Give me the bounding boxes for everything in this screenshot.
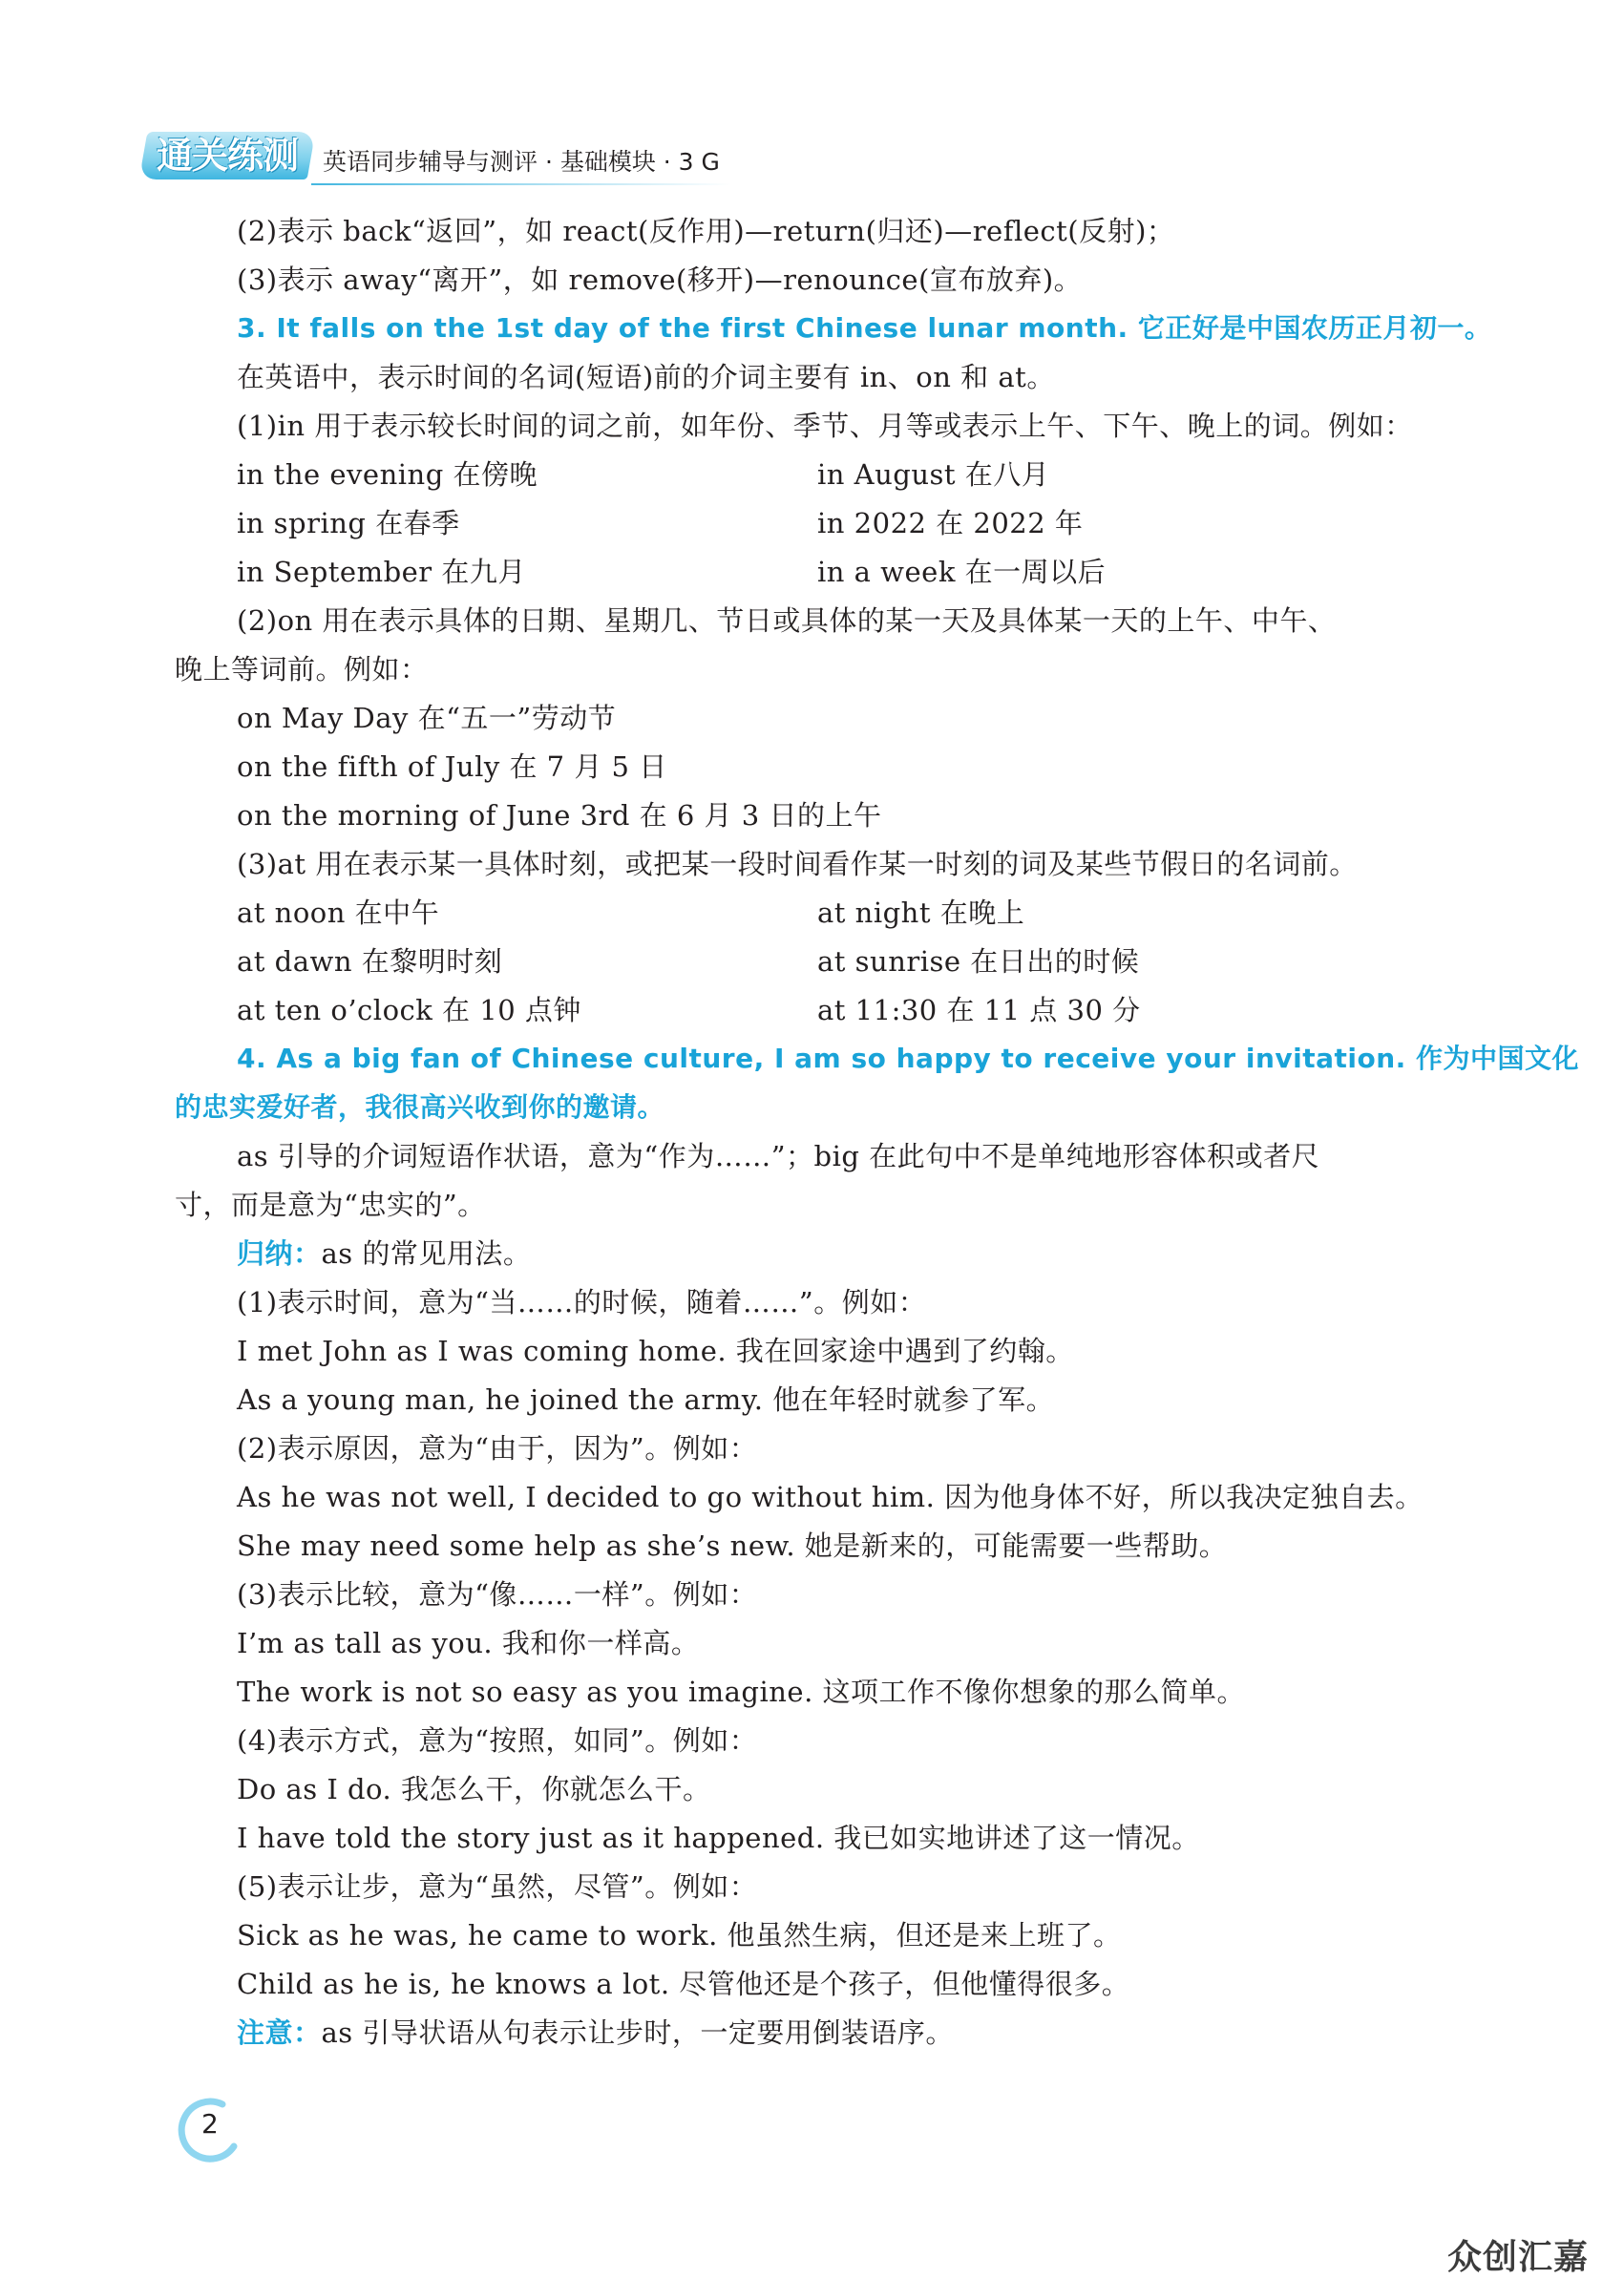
example-right: at sunrise 在日出的时候	[817, 945, 1140, 978]
text-line: (5)表示让步，意为“虽然，尽管”。例如：	[237, 1870, 758, 1903]
example-left: at dawn 在黎明时刻	[237, 945, 503, 978]
note-label: 注意：	[237, 2016, 322, 2049]
example-row	[237, 502, 1084, 541]
logo-text: 通关练测	[156, 135, 298, 177]
example-line: As a young man, he joined the army. 他在年轻时就参了军。	[237, 1383, 1055, 1416]
text-line: as 引导的介词短语作状语，意为“作为……”；big 在此句中不是单纯地形容体积或者尺	[237, 1140, 1320, 1172]
note-line	[237, 2012, 954, 2051]
key-sentence-4-cont: 的忠实爱好者，我很高兴收到你的邀请。	[175, 1091, 665, 1123]
summary-label: 归纳：	[237, 1237, 322, 1270]
example-left: in the evening 在傍晚	[237, 458, 538, 491]
page-number: 2	[201, 2108, 219, 2140]
text-line: (3)表示比较，意为“像……一样”。例如：	[237, 1578, 758, 1611]
watermark: 众创汇嘉	[1447, 2238, 1590, 2277]
example-right: at night 在晚上	[817, 897, 1025, 929]
example-line: She may need some help as she’s new. 她是新来的，可能需要一些帮助。	[237, 1530, 1228, 1562]
key-sentence-3: 3. It falls on the 1st day of the first Chinese lunar month. 它正好是中国农历正月初一。	[237, 312, 1492, 344]
text-line: 寸，而是意为“忠实的”。	[175, 1189, 486, 1221]
example-right: at 11:30 在 11 点 30 分	[817, 994, 1141, 1026]
text-line: 在英语中，表示时间的名词(短语)前的介词主要有 in、on 和 at。	[237, 361, 1055, 393]
text-line: (2)表示原因，意为“由于，因为”。例如：	[237, 1432, 758, 1465]
example-row	[237, 454, 1050, 493]
summary-text: as 的常见用法。	[321, 1237, 532, 1270]
text-line: (2)on 用在表示具体的日期、星期几、节日或具体的某一天及具体某一天的上午、中午、	[237, 604, 1337, 637]
example-line: I have told the story just as it happened. 我已如实地讲述了这一情况。	[237, 1822, 1200, 1854]
header-divider	[311, 183, 731, 185]
example-left: in September 在九月	[237, 556, 526, 588]
example-left: at ten o’clock 在 10 点钟	[237, 994, 581, 1026]
example-row	[237, 551, 1107, 590]
text-line: (1)in 用于表示较长时间的词之前，如年份、季节、月等或表示上午、下午、晚上的词。例如：	[237, 410, 1413, 442]
example-line: I met John as I was coming home. 我在回家途中遇到了约翰。	[237, 1335, 1074, 1367]
page-number-badge	[177, 2097, 243, 2163]
text-line: 晚上等词前。例如：	[175, 653, 429, 686]
note-text: as 引导状语从句表示让步时，一定要用倒装语序。	[321, 2016, 954, 2049]
example-left: at noon 在中午	[237, 897, 440, 929]
example-right: in a week 在一周以后	[817, 556, 1107, 588]
example-line: Sick as he was, he came to work. 他虽然生病，但还是来上班了。	[237, 1919, 1122, 1952]
example-line: on the fifth of July 在 7 月 5 日	[237, 750, 667, 783]
example-row	[237, 940, 1140, 980]
example-right: in 2022 在 2022 年	[817, 507, 1084, 539]
example-line: Do as I do. 我怎么干，你就怎么干。	[237, 1773, 711, 1805]
summary-line	[237, 1233, 531, 1272]
example-line: I’m as tall as you. 我和你一样高。	[237, 1627, 700, 1659]
example-line: on May Day 在“五一”劳动节	[237, 702, 617, 734]
example-row	[237, 989, 1141, 1028]
text-line: (3)表示 away“离开”，如 remove(移开)—renounce(宣布放弃)。	[237, 264, 1083, 296]
example-line: The work is not so easy as you imagine. 这项工作不像你想象的那么简单。	[237, 1676, 1246, 1708]
text-line: (4)表示方式，意为“按照，如同”。例如：	[237, 1724, 758, 1757]
text-line: (3)at 用在表示某一具体时刻，或把某一段时间看作某一时刻的词及某些节假日的名词前。	[237, 848, 1358, 880]
example-row	[237, 892, 1025, 931]
text-line: (2)表示 back“返回”，如 react(反作用)—return(归还)—reflect(反射)；	[237, 215, 1175, 247]
key-sentence-4: 4. As a big fan of Chinese culture, I am so happy to receive your invitation. 作为中国文化	[237, 1043, 1580, 1074]
series-title: 英语同步辅导与测评 · 基础模块 · 3 G	[323, 148, 720, 176]
book-logo	[139, 132, 316, 179]
example-right: in August 在八月	[817, 458, 1050, 491]
example-line: Child as he is, he knows a lot. 尽管他还是个孩子，但他懂得很多。	[237, 1968, 1130, 2000]
page-header	[143, 132, 773, 185]
example-left: in spring 在春季	[237, 507, 460, 539]
example-line: on the morning of June 3rd 在 6 月 3 日的上午	[237, 799, 882, 832]
text-line: (1)表示时间，意为“当……的时候，随着……”。例如：	[237, 1286, 927, 1319]
example-line: As he was not well, I decided to go without him. 因为他身体不好，所以我决定独自去。	[237, 1481, 1424, 1513]
